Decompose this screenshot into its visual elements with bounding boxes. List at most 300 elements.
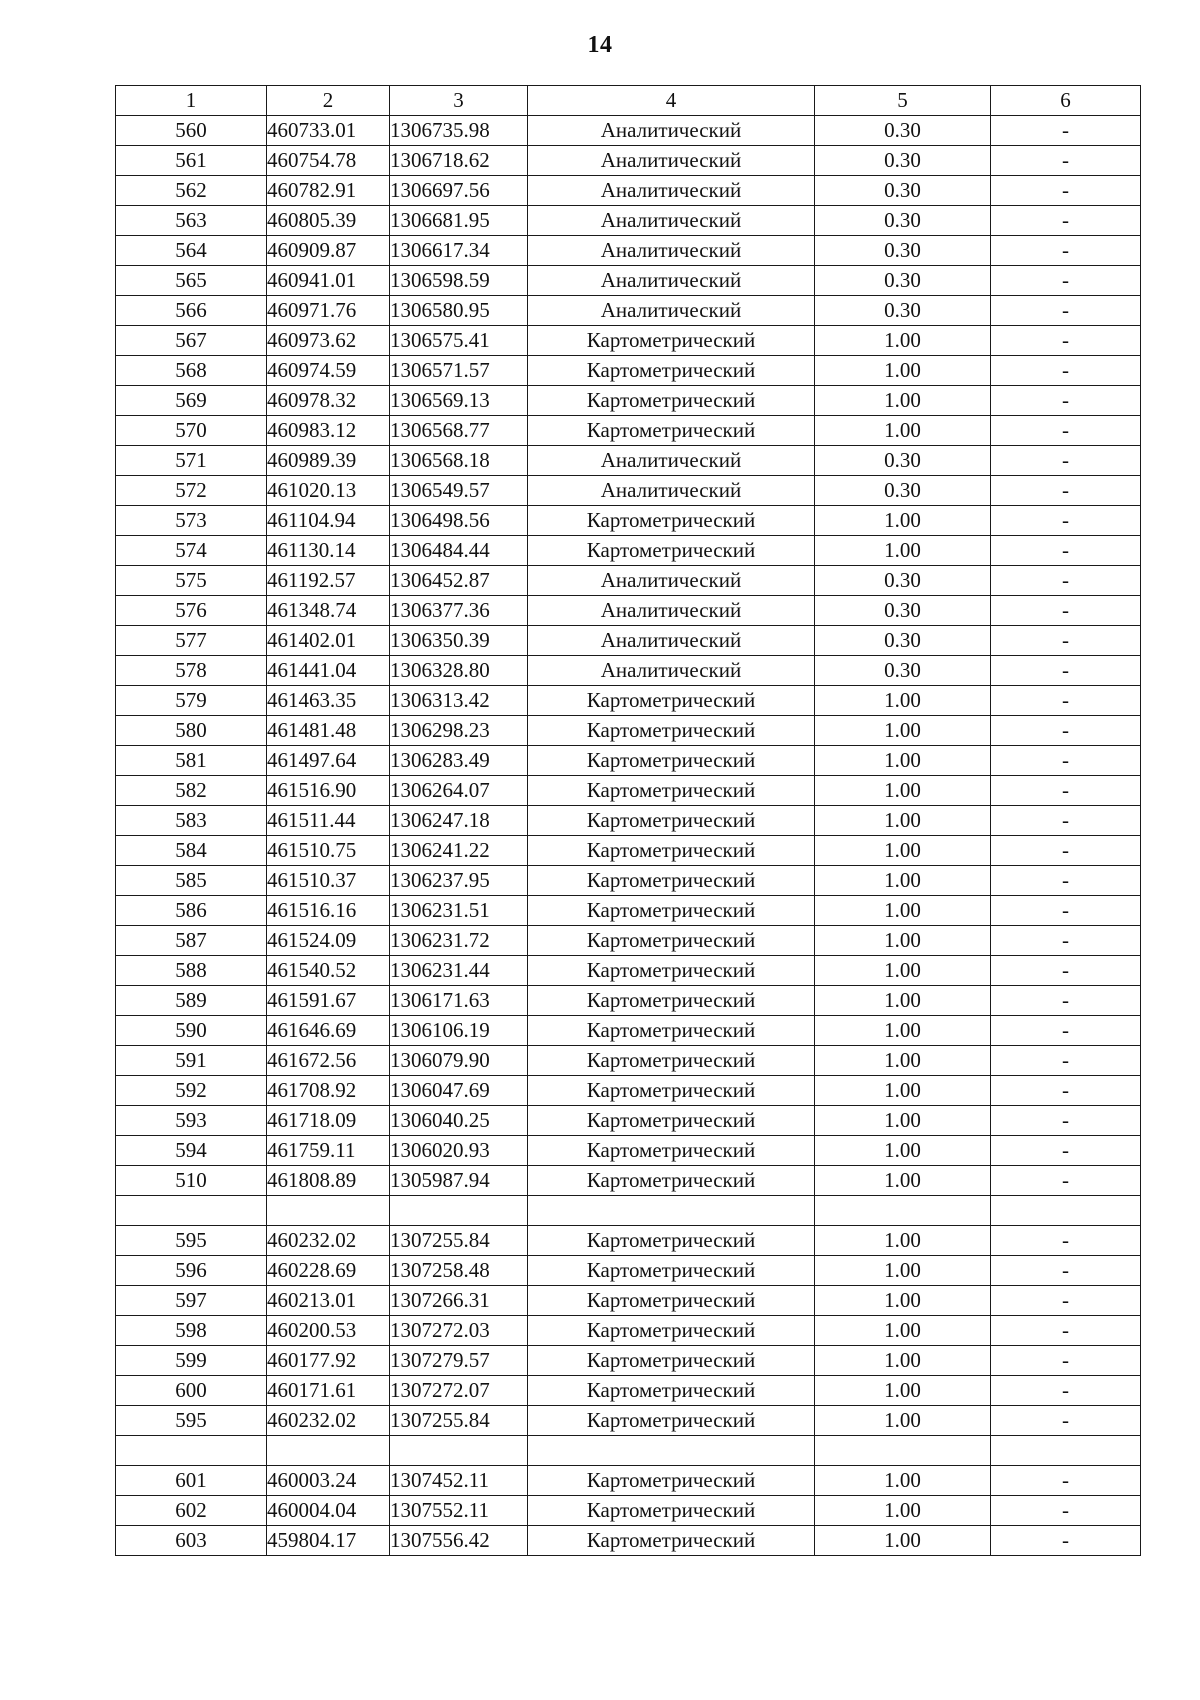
y-coordinate-cell: 1306231.72 bbox=[390, 926, 528, 956]
table-row bbox=[116, 686, 1141, 716]
point-number-cell: 564 bbox=[116, 236, 267, 266]
y-coordinate-cell: 1307266.31 bbox=[390, 1286, 528, 1316]
method-cell: Картометрический bbox=[528, 1406, 815, 1436]
point-number-cell: 600 bbox=[116, 1376, 267, 1406]
point-number-cell: 566 bbox=[116, 296, 267, 326]
method-cell: Картометрический bbox=[528, 746, 815, 776]
point-number-cell: 574 bbox=[116, 536, 267, 566]
note-cell: - bbox=[991, 1376, 1141, 1406]
note-cell: - bbox=[991, 1076, 1141, 1106]
point-number-cell: 597 bbox=[116, 1286, 267, 1316]
y-coordinate-cell: 1307552.11 bbox=[390, 1496, 528, 1526]
point-number-cell: 590 bbox=[116, 1016, 267, 1046]
method-cell: Картометрический bbox=[528, 1256, 815, 1286]
x-coordinate-cell: 460971.76 bbox=[267, 296, 390, 326]
y-coordinate-cell: 1306241.22 bbox=[390, 836, 528, 866]
accuracy-cell: 1.00 bbox=[815, 1046, 991, 1076]
x-coordinate-cell: 460232.02 bbox=[267, 1226, 390, 1256]
x-coordinate-cell: 460782.91 bbox=[267, 176, 390, 206]
method-cell: Картометрический bbox=[528, 836, 815, 866]
x-coordinate-cell: 460177.92 bbox=[267, 1346, 390, 1376]
method-cell: Аналитический bbox=[528, 656, 815, 686]
method-cell: Аналитический bbox=[528, 206, 815, 236]
x-coordinate-cell: 461524.09 bbox=[267, 926, 390, 956]
x-coordinate-cell bbox=[267, 1436, 390, 1466]
accuracy-cell: 1.00 bbox=[815, 1106, 991, 1136]
point-number-cell bbox=[116, 1436, 267, 1466]
note-cell: - bbox=[991, 1106, 1141, 1136]
x-coordinate-cell: 460805.39 bbox=[267, 206, 390, 236]
accuracy-cell: 1.00 bbox=[815, 326, 991, 356]
note-cell: - bbox=[991, 986, 1141, 1016]
note-cell: - bbox=[991, 1316, 1141, 1346]
table-row bbox=[116, 296, 1141, 326]
method-cell: Аналитический bbox=[528, 596, 815, 626]
point-number-cell: 602 bbox=[116, 1496, 267, 1526]
method-cell: Аналитический bbox=[528, 476, 815, 506]
table-row bbox=[116, 1406, 1141, 1436]
accuracy-cell: 1.00 bbox=[815, 1316, 991, 1346]
note-cell: - bbox=[991, 326, 1141, 356]
note-cell: - bbox=[991, 476, 1141, 506]
y-coordinate-cell: 1306020.93 bbox=[390, 1136, 528, 1166]
method-cell: Аналитический bbox=[528, 446, 815, 476]
accuracy-cell: 1.00 bbox=[815, 1286, 991, 1316]
point-number-cell: 598 bbox=[116, 1316, 267, 1346]
note-cell: - bbox=[991, 236, 1141, 266]
accuracy-cell: 0.30 bbox=[815, 596, 991, 626]
point-number-cell: 591 bbox=[116, 1046, 267, 1076]
method-cell: Картометрический bbox=[528, 326, 815, 356]
accuracy-cell: 1.00 bbox=[815, 1256, 991, 1286]
table-row bbox=[116, 1346, 1141, 1376]
note-cell: - bbox=[991, 926, 1141, 956]
table-row bbox=[116, 1436, 1141, 1466]
accuracy-cell: 0.30 bbox=[815, 626, 991, 656]
x-coordinate-cell bbox=[267, 1196, 390, 1226]
y-coordinate-cell bbox=[390, 1196, 528, 1226]
x-coordinate-cell: 461646.69 bbox=[267, 1016, 390, 1046]
note-cell: - bbox=[991, 296, 1141, 326]
note-cell: - bbox=[991, 176, 1141, 206]
accuracy-cell: 0.30 bbox=[815, 446, 991, 476]
y-coordinate-cell bbox=[390, 1436, 528, 1466]
point-number-cell: 510 bbox=[116, 1166, 267, 1196]
method-cell: Картометрический bbox=[528, 536, 815, 566]
accuracy-cell: 1.00 bbox=[815, 1346, 991, 1376]
y-coordinate-cell: 1306231.51 bbox=[390, 896, 528, 926]
y-coordinate-cell: 1306106.19 bbox=[390, 1016, 528, 1046]
point-number-cell: 580 bbox=[116, 716, 267, 746]
method-cell: Аналитический bbox=[528, 176, 815, 206]
method-cell: Аналитический bbox=[528, 266, 815, 296]
table-row bbox=[116, 1076, 1141, 1106]
method-cell: Картометрический bbox=[528, 1166, 815, 1196]
table-row bbox=[116, 866, 1141, 896]
note-cell: - bbox=[991, 1496, 1141, 1526]
point-number-cell: 595 bbox=[116, 1226, 267, 1256]
table-row bbox=[116, 146, 1141, 176]
x-coordinate-cell: 461463.35 bbox=[267, 686, 390, 716]
y-coordinate-cell: 1306681.95 bbox=[390, 206, 528, 236]
y-coordinate-cell: 1306697.56 bbox=[390, 176, 528, 206]
y-coordinate-cell: 1306498.56 bbox=[390, 506, 528, 536]
note-cell: - bbox=[991, 626, 1141, 656]
column-header-5: 5 bbox=[815, 86, 991, 116]
table-row bbox=[116, 1166, 1141, 1196]
x-coordinate-cell: 461672.56 bbox=[267, 1046, 390, 1076]
point-number-cell: 570 bbox=[116, 416, 267, 446]
x-coordinate-cell: 460941.01 bbox=[267, 266, 390, 296]
point-number-cell: 571 bbox=[116, 446, 267, 476]
y-coordinate-cell: 1306283.49 bbox=[390, 746, 528, 776]
column-header-6: 6 bbox=[991, 86, 1141, 116]
table-row bbox=[116, 326, 1141, 356]
x-coordinate-cell: 460733.01 bbox=[267, 116, 390, 146]
accuracy-cell: 1.00 bbox=[815, 806, 991, 836]
note-cell bbox=[991, 1196, 1141, 1226]
table-row bbox=[116, 236, 1141, 266]
point-number-cell: 589 bbox=[116, 986, 267, 1016]
accuracy-cell: 0.30 bbox=[815, 236, 991, 266]
table-row bbox=[116, 116, 1141, 146]
point-number-cell: 582 bbox=[116, 776, 267, 806]
method-cell: Картометрический bbox=[528, 1526, 815, 1556]
point-number-cell: 593 bbox=[116, 1106, 267, 1136]
point-number-cell: 581 bbox=[116, 746, 267, 776]
y-coordinate-cell: 1307272.03 bbox=[390, 1316, 528, 1346]
note-cell: - bbox=[991, 446, 1141, 476]
method-cell: Картометрический bbox=[528, 1016, 815, 1046]
note-cell: - bbox=[991, 1526, 1141, 1556]
note-cell: - bbox=[991, 1466, 1141, 1496]
note-cell: - bbox=[991, 1346, 1141, 1376]
y-coordinate-cell: 1306452.87 bbox=[390, 566, 528, 596]
table-row bbox=[116, 356, 1141, 386]
accuracy-cell: 1.00 bbox=[815, 836, 991, 866]
accuracy-cell: 1.00 bbox=[815, 536, 991, 566]
table-row bbox=[116, 836, 1141, 866]
accuracy-cell bbox=[815, 1436, 991, 1466]
y-coordinate-cell: 1307556.42 bbox=[390, 1526, 528, 1556]
method-cell: Картометрический bbox=[528, 926, 815, 956]
method-cell: Аналитический bbox=[528, 236, 815, 266]
note-cell: - bbox=[991, 356, 1141, 386]
note-cell: - bbox=[991, 206, 1141, 236]
x-coordinate-cell: 461481.48 bbox=[267, 716, 390, 746]
x-coordinate-cell: 461510.37 bbox=[267, 866, 390, 896]
point-number-cell: 573 bbox=[116, 506, 267, 536]
y-coordinate-cell: 1306247.18 bbox=[390, 806, 528, 836]
x-coordinate-cell: 461708.92 bbox=[267, 1076, 390, 1106]
point-number-cell: 588 bbox=[116, 956, 267, 986]
table-row bbox=[116, 596, 1141, 626]
accuracy-cell bbox=[815, 1196, 991, 1226]
table-row bbox=[116, 1106, 1141, 1136]
table-row bbox=[116, 1316, 1141, 1346]
y-coordinate-cell: 1307255.84 bbox=[390, 1406, 528, 1436]
table-row bbox=[116, 746, 1141, 776]
accuracy-cell: 0.30 bbox=[815, 566, 991, 596]
note-cell: - bbox=[991, 566, 1141, 596]
table-row bbox=[116, 656, 1141, 686]
point-number-cell: 583 bbox=[116, 806, 267, 836]
x-coordinate-cell: 461759.11 bbox=[267, 1136, 390, 1166]
table-row bbox=[116, 1256, 1141, 1286]
y-coordinate-cell: 1306549.57 bbox=[390, 476, 528, 506]
table-row bbox=[116, 626, 1141, 656]
method-cell: Картометрический bbox=[528, 806, 815, 836]
table-row bbox=[116, 386, 1141, 416]
table-row bbox=[116, 716, 1141, 746]
table-row bbox=[116, 1526, 1141, 1556]
note-cell: - bbox=[991, 776, 1141, 806]
y-coordinate-cell: 1305987.94 bbox=[390, 1166, 528, 1196]
point-number-cell: 562 bbox=[116, 176, 267, 206]
note-cell: - bbox=[991, 1136, 1141, 1166]
note-cell: - bbox=[991, 1406, 1141, 1436]
coordinates-table bbox=[115, 85, 1141, 1556]
note-cell: - bbox=[991, 1286, 1141, 1316]
y-coordinate-cell: 1306237.95 bbox=[390, 866, 528, 896]
x-coordinate-cell: 460983.12 bbox=[267, 416, 390, 446]
point-number-cell: 596 bbox=[116, 1256, 267, 1286]
note-cell: - bbox=[991, 806, 1141, 836]
x-coordinate-cell: 460974.59 bbox=[267, 356, 390, 386]
method-cell: Аналитический bbox=[528, 146, 815, 176]
accuracy-cell: 0.30 bbox=[815, 296, 991, 326]
column-header-2: 2 bbox=[267, 86, 390, 116]
point-number-cell: 565 bbox=[116, 266, 267, 296]
note-cell: - bbox=[991, 1256, 1141, 1286]
note-cell: - bbox=[991, 596, 1141, 626]
point-number-cell: 587 bbox=[116, 926, 267, 956]
table-row bbox=[116, 776, 1141, 806]
x-coordinate-cell: 459804.17 bbox=[267, 1526, 390, 1556]
accuracy-cell: 1.00 bbox=[815, 386, 991, 416]
x-coordinate-cell: 460973.62 bbox=[267, 326, 390, 356]
note-cell: - bbox=[991, 116, 1141, 146]
table-row bbox=[116, 446, 1141, 476]
accuracy-cell: 1.00 bbox=[815, 1496, 991, 1526]
accuracy-cell: 1.00 bbox=[815, 956, 991, 986]
y-coordinate-cell: 1306047.69 bbox=[390, 1076, 528, 1106]
x-coordinate-cell: 461516.90 bbox=[267, 776, 390, 806]
y-coordinate-cell: 1306079.90 bbox=[390, 1046, 528, 1076]
point-number-cell: 584 bbox=[116, 836, 267, 866]
accuracy-cell: 1.00 bbox=[815, 1406, 991, 1436]
x-coordinate-cell: 460171.61 bbox=[267, 1376, 390, 1406]
accuracy-cell: 1.00 bbox=[815, 716, 991, 746]
method-cell: Картометрический bbox=[528, 416, 815, 446]
point-number-cell: 601 bbox=[116, 1466, 267, 1496]
accuracy-cell: 1.00 bbox=[815, 776, 991, 806]
table-row bbox=[116, 956, 1141, 986]
x-coordinate-cell: 460003.24 bbox=[267, 1466, 390, 1496]
note-cell: - bbox=[991, 836, 1141, 866]
x-coordinate-cell: 460004.04 bbox=[267, 1496, 390, 1526]
table-row bbox=[116, 476, 1141, 506]
y-coordinate-cell: 1306313.42 bbox=[390, 686, 528, 716]
table-header bbox=[116, 86, 1141, 116]
point-number-cell: 595 bbox=[116, 1406, 267, 1436]
accuracy-cell: 0.30 bbox=[815, 656, 991, 686]
table-row bbox=[116, 926, 1141, 956]
x-coordinate-cell: 461591.67 bbox=[267, 986, 390, 1016]
table-row bbox=[116, 176, 1141, 206]
method-cell: Картометрический bbox=[528, 1136, 815, 1166]
accuracy-cell: 1.00 bbox=[815, 746, 991, 776]
point-number-cell: 577 bbox=[116, 626, 267, 656]
x-coordinate-cell: 461104.94 bbox=[267, 506, 390, 536]
y-coordinate-cell: 1306231.44 bbox=[390, 956, 528, 986]
method-cell: Картометрический bbox=[528, 356, 815, 386]
table-row bbox=[116, 506, 1141, 536]
column-header-1: 1 bbox=[116, 86, 267, 116]
note-cell: - bbox=[991, 896, 1141, 926]
page-number: 14 bbox=[587, 32, 613, 58]
y-coordinate-cell: 1306568.18 bbox=[390, 446, 528, 476]
method-cell: Картометрический bbox=[528, 1346, 815, 1376]
method-cell: Аналитический bbox=[528, 626, 815, 656]
point-number-cell: 603 bbox=[116, 1526, 267, 1556]
accuracy-cell: 1.00 bbox=[815, 1226, 991, 1256]
x-coordinate-cell: 460754.78 bbox=[267, 146, 390, 176]
method-cell bbox=[528, 1436, 815, 1466]
point-number-cell: 576 bbox=[116, 596, 267, 626]
note-cell: - bbox=[991, 746, 1141, 776]
header-row bbox=[116, 86, 1141, 116]
note-cell bbox=[991, 1436, 1141, 1466]
x-coordinate-cell: 460213.01 bbox=[267, 1286, 390, 1316]
note-cell: - bbox=[991, 1046, 1141, 1076]
method-cell: Картометрический bbox=[528, 1466, 815, 1496]
note-cell: - bbox=[991, 1226, 1141, 1256]
point-number-cell: 561 bbox=[116, 146, 267, 176]
accuracy-cell: 1.00 bbox=[815, 926, 991, 956]
accuracy-cell: 0.30 bbox=[815, 476, 991, 506]
y-coordinate-cell: 1306580.95 bbox=[390, 296, 528, 326]
column-header-4: 4 bbox=[528, 86, 815, 116]
method-cell: Картометрический bbox=[528, 1046, 815, 1076]
method-cell: Картометрический bbox=[528, 506, 815, 536]
note-cell: - bbox=[991, 146, 1141, 176]
table-row bbox=[116, 1046, 1141, 1076]
method-cell: Картометрический bbox=[528, 986, 815, 1016]
x-coordinate-cell: 460989.39 bbox=[267, 446, 390, 476]
table-row bbox=[116, 566, 1141, 596]
x-coordinate-cell: 461402.01 bbox=[267, 626, 390, 656]
method-cell: Картометрический bbox=[528, 1226, 815, 1256]
table-row bbox=[116, 896, 1141, 926]
accuracy-cell: 0.30 bbox=[815, 266, 991, 296]
method-cell: Картометрический bbox=[528, 866, 815, 896]
y-coordinate-cell: 1306617.34 bbox=[390, 236, 528, 266]
note-cell: - bbox=[991, 866, 1141, 896]
accuracy-cell: 1.00 bbox=[815, 1136, 991, 1166]
point-number-cell: 578 bbox=[116, 656, 267, 686]
x-coordinate-cell: 461441.04 bbox=[267, 656, 390, 686]
accuracy-cell: 1.00 bbox=[815, 896, 991, 926]
y-coordinate-cell: 1306568.77 bbox=[390, 416, 528, 446]
y-coordinate-cell: 1306575.41 bbox=[390, 326, 528, 356]
table-row bbox=[116, 206, 1141, 236]
method-cell: Картометрический bbox=[528, 1076, 815, 1106]
method-cell: Картометрический bbox=[528, 1496, 815, 1526]
x-coordinate-cell: 460909.87 bbox=[267, 236, 390, 266]
accuracy-cell: 1.00 bbox=[815, 1166, 991, 1196]
y-coordinate-cell: 1307279.57 bbox=[390, 1346, 528, 1376]
x-coordinate-cell: 461348.74 bbox=[267, 596, 390, 626]
table-row bbox=[116, 1016, 1141, 1046]
y-coordinate-cell: 1306484.44 bbox=[390, 536, 528, 566]
y-coordinate-cell: 1307452.11 bbox=[390, 1466, 528, 1496]
note-cell: - bbox=[991, 416, 1141, 446]
note-cell: - bbox=[991, 536, 1141, 566]
y-coordinate-cell: 1306718.62 bbox=[390, 146, 528, 176]
y-coordinate-cell: 1306569.13 bbox=[390, 386, 528, 416]
point-number-cell: 579 bbox=[116, 686, 267, 716]
method-cell: Аналитический bbox=[528, 116, 815, 146]
point-number-cell: 568 bbox=[116, 356, 267, 386]
table-row bbox=[116, 1136, 1141, 1166]
note-cell: - bbox=[991, 656, 1141, 686]
accuracy-cell: 0.30 bbox=[815, 206, 991, 236]
accuracy-cell: 1.00 bbox=[815, 1376, 991, 1406]
y-coordinate-cell: 1307272.07 bbox=[390, 1376, 528, 1406]
method-cell: Картометрический bbox=[528, 386, 815, 416]
point-number-cell: 594 bbox=[116, 1136, 267, 1166]
method-cell: Картометрический bbox=[528, 1106, 815, 1136]
accuracy-cell: 0.30 bbox=[815, 146, 991, 176]
y-coordinate-cell: 1306264.07 bbox=[390, 776, 528, 806]
accuracy-cell: 0.30 bbox=[815, 116, 991, 146]
x-coordinate-cell: 461020.13 bbox=[267, 476, 390, 506]
y-coordinate-cell: 1306571.57 bbox=[390, 356, 528, 386]
point-number-cell: 575 bbox=[116, 566, 267, 596]
x-coordinate-cell: 461808.89 bbox=[267, 1166, 390, 1196]
point-number-cell: 592 bbox=[116, 1076, 267, 1106]
x-coordinate-cell: 461540.52 bbox=[267, 956, 390, 986]
note-cell: - bbox=[991, 686, 1141, 716]
method-cell: Картометрический bbox=[528, 1376, 815, 1406]
table-row bbox=[116, 1496, 1141, 1526]
method-cell: Картометрический bbox=[528, 1316, 815, 1346]
note-cell: - bbox=[991, 1016, 1141, 1046]
x-coordinate-cell: 460232.02 bbox=[267, 1406, 390, 1436]
note-cell: - bbox=[991, 506, 1141, 536]
note-cell: - bbox=[991, 266, 1141, 296]
y-coordinate-cell: 1306040.25 bbox=[390, 1106, 528, 1136]
x-coordinate-cell: 461718.09 bbox=[267, 1106, 390, 1136]
accuracy-cell: 1.00 bbox=[815, 416, 991, 446]
table-row bbox=[116, 1196, 1141, 1226]
y-coordinate-cell: 1306350.39 bbox=[390, 626, 528, 656]
x-coordinate-cell: 461497.64 bbox=[267, 746, 390, 776]
table-row bbox=[116, 416, 1141, 446]
accuracy-cell: 1.00 bbox=[815, 1016, 991, 1046]
table-row bbox=[116, 1376, 1141, 1406]
point-number-cell bbox=[116, 1196, 267, 1226]
point-number-cell: 586 bbox=[116, 896, 267, 926]
accuracy-cell: 1.00 bbox=[815, 686, 991, 716]
y-coordinate-cell: 1306298.23 bbox=[390, 716, 528, 746]
method-cell: Аналитический bbox=[528, 296, 815, 326]
method-cell: Аналитический bbox=[528, 566, 815, 596]
table-row bbox=[116, 1466, 1141, 1496]
x-coordinate-cell: 460200.53 bbox=[267, 1316, 390, 1346]
table-row bbox=[116, 1286, 1141, 1316]
